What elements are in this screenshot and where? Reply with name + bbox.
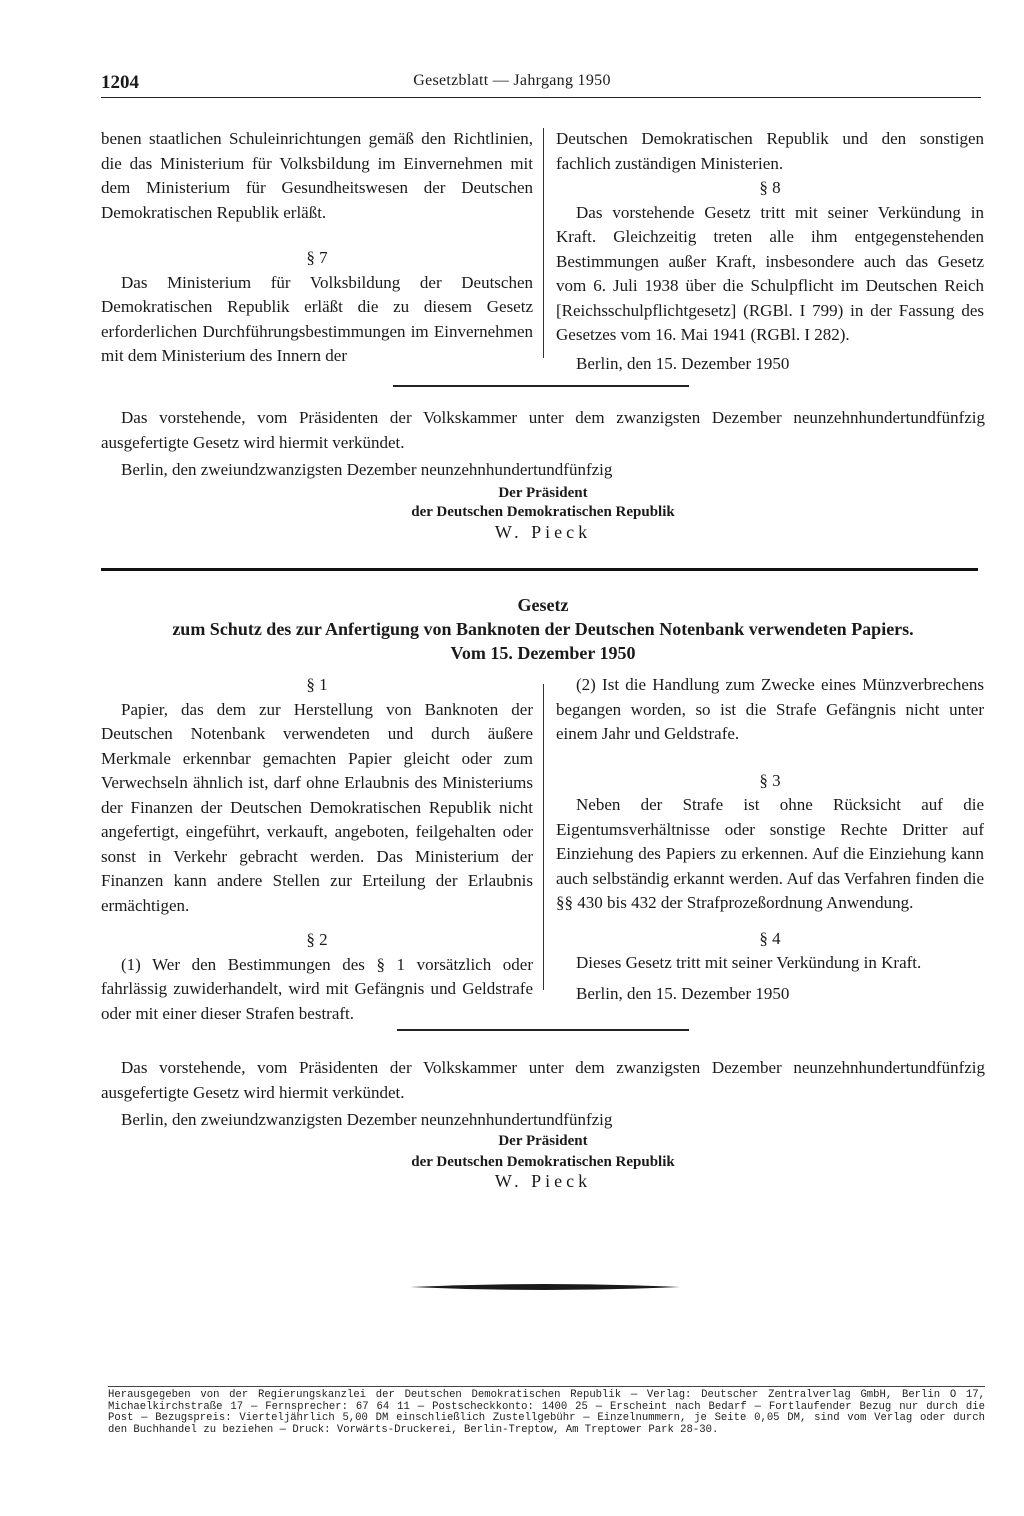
promulgation-place-date: Berlin, den zweiundzwanzigsten Dezember neunzehnhundertundfünfzig — [121, 460, 613, 479]
promulgation-block-2 — [101, 1056, 985, 1133]
signature-title-1-b: Der Präsident — [498, 1133, 588, 1149]
end-ornament-rule — [410, 1282, 680, 1292]
column-separator-law2 — [543, 684, 544, 990]
section-2-heading: § 2 — [306, 930, 328, 949]
law-separator-rule — [101, 568, 978, 571]
section-2-text-1: (1) Wer den Bestimmungen des § 1 vorsätzlich oder fahrlässig zuwiderhandelt, wird mit Gefängnis und Geldstrafe oder mit einer dieser Strafen bestraft. — [101, 954, 533, 1023]
law-title-date: Vom 15. Dezember 1950 — [450, 643, 636, 663]
running-title: Gesetzblatt — Jahrgang 1950 — [413, 72, 611, 89]
signature-title-1: Der Präsident — [498, 485, 588, 501]
section-4-text: Dieses Gesetz tritt mit seiner Verkündung in Kraft. — [576, 953, 922, 972]
date-line: Berlin, den 15. Dezember 1950 — [576, 353, 790, 373]
section-7-text: Das Ministerium für Volksbildung der Deutschen Demokratischen Republik erläßt die zu diesem Gesetz erforderlichen Durchführungsbestimmungen im Einvernehmen mit dem Ministerium des Innern der — [101, 272, 533, 365]
signature-name: W. Pieck — [494, 522, 592, 542]
section-4-heading: § 4 — [759, 928, 781, 948]
section-8-text: Das vorstehende Gesetz tritt mit seiner Verkündung in Kraft. Gleichzeitig treten alle ihm entgegenstehenden Bestimmungen außer Kraft, insbesondere auch das Gesetz vom 6. Juli 1938 über die Schulpflicht im Deutschen Reich [Reichsschulpflichtgesetz] (RGBl. I 799) in der Fassung des Gesetzes vom 16. Mai 1941 (RGBl. I 282). — [556, 202, 984, 344]
right-column-law2 — [556, 673, 984, 1006]
promulgation-text: Das vorstehende, vom Präsidenten der Volkskammer unter dem zwanzigsten Dezember neunzehnhundertundfünfzig ausgefertigte Gesetz wird hiermit verkündet. — [101, 408, 985, 452]
section-7-heading: § 7 — [306, 248, 328, 267]
promulgation-place-date-2: Berlin, den zweiundzwanzigsten Dezember neunzehnhundertundfünfzig — [121, 1110, 613, 1129]
section-8-heading: § 8 — [759, 178, 781, 197]
promulgation-text-2: Das vorstehende, vom Präsidenten der Volkskammer unter dem zwanzigsten Dezember neunzehnhundertundfünfzig ausgefertigte Gesetz wird hiermit verkündet. — [101, 1058, 985, 1102]
promulgation-block — [101, 406, 985, 483]
section-3-text: Neben der Strafe ist ohne Rücksicht auf die Eigentumsverhältnisse oder sonstige Rechte Dritter auf Einziehung des Papiers zu erkennen. Auf die Einziehung kann auch selbständig erkannt werden. Auf das Verfahren finden die §§ 430 bis 432 der Strafprozeßordnung Anwendung. — [556, 795, 984, 912]
imprint-footer: Herausgegeben von der Regierungskanzlei der Deutschen Demokratischen Republik — Verlag: Deutscher Zentralverlag GmbH, Berlin O 17, Michaelkirchstraße 17 — Fernsprecher: 67 64 11 — Postscheckkonto: 1400 25 — Erscheint nach Bedarf — Fortlaufender Bezug nur durch die Post — Bezugspreis: Vierteljährlich 5,00 DM einschließlich Zustellgebühr — Einzelnummern, je Seite 0,05 DM, sind vom Verlag oder durch den Buchhandel zu beziehen — Druck: Vorwärts-Druckerei, Berlin-Treptow, Am Treptower Park 28-30. — [108, 1389, 985, 1436]
section-1-text: Papier, das dem zur Herstellung von Banknoten der Deutschen Notenbank verwendeten und durch äußere Merkmale erkennbar gemachten Papier gleicht oder zum Verwechseln ähnlich ist, darf ohne Erlaubnis des Ministeriums der Finanzen der Deutschen Demokratischen Republik nicht angefertigt, eingeführt, verkauft, angeboten, feilgehalten oder sonst in Verkehr gebracht werden. Das Ministerium der Finanzen kann andere Stellen zur Erteilung der Erlaubnis ermächtigen. — [101, 699, 533, 915]
law-title-subject: zum Schutz des zur Anfertigung von Banknoten der Deutschen Notenbank verwendeten Papiers. — [172, 619, 914, 639]
right-column-top — [556, 127, 984, 376]
section-divider-2 — [397, 1029, 689, 1031]
footer-rule — [108, 1386, 985, 1387]
law-title-gesetz: Gesetz — [517, 595, 569, 615]
column-separator — [543, 128, 544, 358]
section-3-heading: § 3 — [759, 770, 781, 790]
signature-name-b: W. Pieck — [494, 1171, 592, 1191]
left-column-law2 — [101, 673, 533, 1026]
law2-date-line: Berlin, den 15. Dezember 1950 — [576, 983, 790, 1003]
page-number: 1204 — [101, 72, 139, 93]
signature-title-2: der Deutschen Demokratischen Republik — [411, 504, 675, 520]
section-1-heading: § 1 — [306, 675, 328, 694]
header-rule — [101, 97, 981, 98]
section-2-text-2: (2) Ist die Handlung zum Zwecke eines Münzverbrechens begangen worden, so ist die Strafe Gefängnis nicht unter einem Jahr und Geldstrafe. — [556, 675, 984, 743]
section-divider — [393, 385, 689, 387]
left-column-top — [101, 127, 533, 369]
paragraph-continuation: benen staatlichen Schuleinrichtungen gemäß den Richtlinien, die das Ministerium für Volksbildung im Einvernehmen mit dem Ministerium für Gesundheitswesen der Deutschen Demokratischen Republik erläßt. — [101, 129, 533, 222]
signature-title-2-b: der Deutschen Demokratischen Republik — [411, 1154, 675, 1170]
paragraph-continuation-right: Deutschen Demokratischen Republik und den sonstigen fachlich zuständigen Ministerien. — [556, 129, 984, 173]
